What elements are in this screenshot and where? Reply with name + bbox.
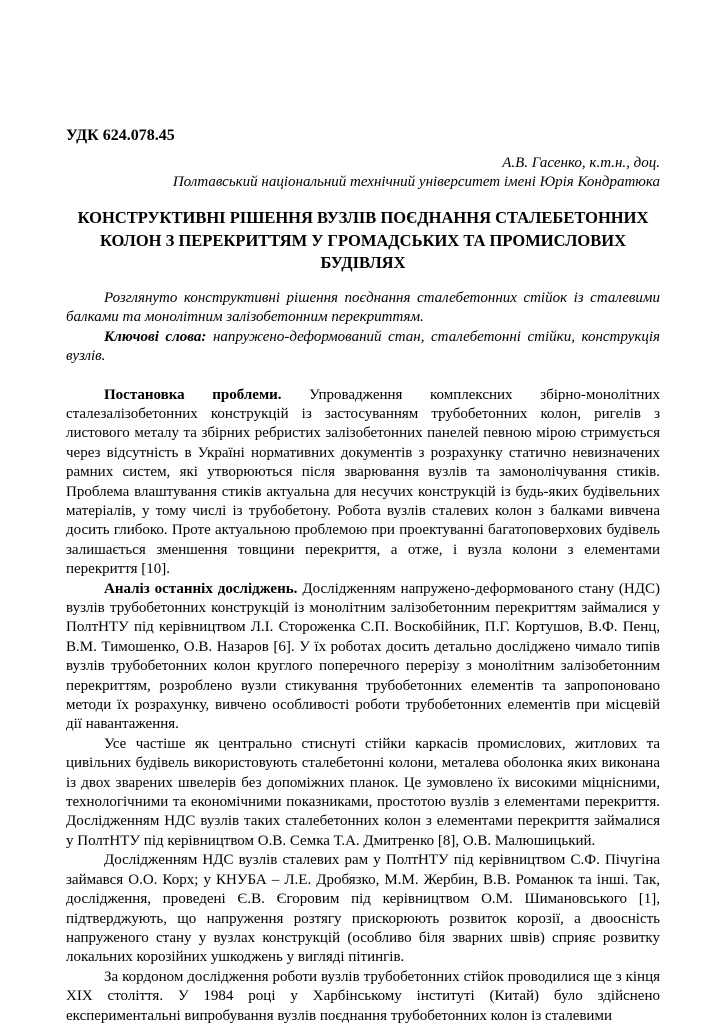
- paragraph-lead: Аналіз останніх досліджень.: [104, 580, 298, 597]
- author-line: А.В. Гасенко, к.т.н., доц.: [502, 155, 660, 172]
- paragraph-body: [66, 968, 660, 1024]
- paragraph-text: Дослідженням напружено-деформованого стану (НДС) вузлів трубобетонних конструкцій із монолітним залізобетонним перекриттям займалися у ПолтНТУ під керівництвом Л.І. Стороженка С.П. Воскобійник, П.Г. Кортушов, В.Ф. Пенц, В.М. Тимошенко, О.В. Назаров [6]. У їх роботах досить детально досліджено чимало типів вузлів трубобетонних колон круглого поперечного перерізу з монолітним залізобетонним перекриттям, розроблено вузли стикування трубобетонних елементів та запропоновано методи їх розрахунку, вивчено особливості роботи трубобетонних елементів при місцевій дії навантаження.: [66, 580, 660, 733]
- paragraph-text: За кордоном дослідження роботи вузлів трубобетонних стійок проводилися ще з кінця XIX століття. У 1984 році у Харбінському інституті (Китай) було здійснено експериментальні випробування вузлів поєднання трубобетонних колон із сталевими: [66, 968, 660, 1024]
- keywords-text: напружено-деформований стан, сталебетонні стійки, конструкція вузлів.: [66, 328, 661, 365]
- paragraph-body: [66, 735, 660, 851]
- abstract-text: Розглянуто конструктивні рішення поєднання сталебетонних стійок із сталевими балками та монолітним залізобетонним перекриттям.: [66, 289, 660, 326]
- paragraph-text: Дослідженням НДС вузлів сталевих рам у ПолтНТУ під керівництвом С.Ф. Пічугіна займався О.О. Корх; у КНУБА – Л.Е. Дробязко, М.М. Жербин, В.В. Романюк та інші. Так, дослідження, проведені Є.В. Єгоровим під керівництвом О.М. Шимановського [1], підтверджують, що напруження розтягу прискорюють розвиток корозії, а двоосність напруженого стану у вузлах конструкцій (особливо біля зварних швів) сприяє розвитку локальних корозійних ушкоджень у вигляді пітингів.: [66, 852, 660, 966]
- paragraph-recent-research: [66, 580, 660, 735]
- paragraph-lead: Постановка проблеми.: [104, 386, 282, 403]
- paragraph-text: Усе частіше як центрально стиснуті стійки каркасів промислових, житлових та цивільних будівель використовують сталебетонні колони, металева оболонка яких виконана із двох зварених швелерів без допоміжних планок. Це зумовлено їх високими міцнісними, технологічними та економічними показниками, простотою вузлів з елементами перекриття. Дослідженням НДС вузлів таких сталебетонних колон з елементами перекриття займалися у ПолтНТУ під керівництвом О.В. Семка Т.А. Дмитренко [8], О.В. Малюшицький.: [66, 735, 660, 849]
- keywords-line: [66, 328, 660, 367]
- paper-title: КОНСТРУКТИВНІ РІШЕННЯ ВУЗЛІВ ПОЄДНАННЯ СТАЛЕБЕТОННИХ КОЛОН З ПЕРЕКРИТТЯМ У ГРОМАДСЬКИХ ТА ПРОМИСЛОВИХ БУДІВЛЯХ: [77, 208, 649, 273]
- paragraph-text: Упровадження комплексних збірно-монолітних сталезалізобетонних конструкцій із застосуванням трубобетонних колон, ригелів з листового металу та збірних ребристих залізобетонних панелей певною мірою стримується через відсутність в Україні нормативних документів з розрахунку статично невизначених рамних систем, які утворюються після зварювання вузлів та замонолічування стиків. Проблема влаштування стиків актуальна для несучих конструкцій із будь-яких будівельних матеріалів, у тому числі із трубобетону. Робота вузлів сталевих колон з балками вивчена досить глибоко. Проте актуальною проблемою при проектуванні багатоповерхових будівель залишається зменшення товщини перекриття, а отже, і вузла колони з елементами перекриття [10].: [66, 386, 660, 578]
- keywords-label: Ключові слова:: [104, 328, 207, 345]
- paragraph-body: [66, 851, 660, 967]
- affiliation-line: Полтавський національний технічний університет імені Юрія Кондратюка: [172, 174, 660, 191]
- paragraph-problem-statement: [66, 386, 660, 580]
- udc-number: УДК 624.078.45: [66, 127, 175, 144]
